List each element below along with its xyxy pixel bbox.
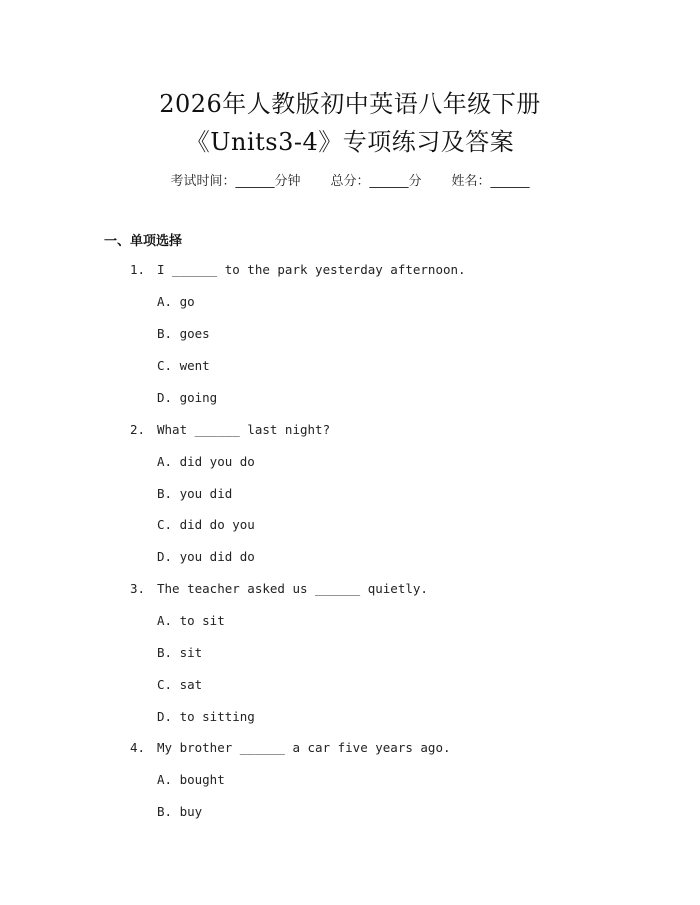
option-1-b: B. goes xyxy=(157,326,210,341)
question-number: 3. xyxy=(130,581,146,596)
question-3 xyxy=(130,581,428,596)
option-4-b: B. buy xyxy=(157,804,203,819)
option-4-a: A. bought xyxy=(157,772,225,787)
question-text: My brother ______ a car five years ago. xyxy=(157,740,451,755)
question-number: 4. xyxy=(130,740,146,755)
option-3-a: A. to sit xyxy=(157,613,225,628)
student-name-field: 姓名：______ xyxy=(451,174,530,189)
total-score-field: 总分：______分 xyxy=(330,174,422,189)
option-3-b: B. sit xyxy=(157,645,203,660)
option-3-d: D. to sitting xyxy=(157,709,255,724)
option-2-d: D. you did do xyxy=(157,549,255,564)
question-1 xyxy=(130,262,466,277)
question-text: What ______ last night? xyxy=(157,422,331,437)
document-title-line-2: 《Units3-4》专项练习及答案 xyxy=(185,128,515,156)
document-title-line-1: 2026年人教版初中英语八年级下册 xyxy=(159,90,541,118)
question-number: 2. xyxy=(130,422,146,437)
section-heading: 一、单项选择 xyxy=(104,234,183,249)
exam-time-field: 考试时间：______分钟 xyxy=(170,174,301,189)
question-text: I ______ to the park yesterday afternoon. xyxy=(157,262,466,277)
question-2 xyxy=(130,422,330,437)
option-2-b: B. you did xyxy=(157,486,233,501)
exam-info-row xyxy=(0,170,700,189)
question-number: 1. xyxy=(130,262,146,277)
option-2-a: A. did you do xyxy=(157,454,255,469)
option-1-d: D. going xyxy=(157,390,218,405)
option-1-a: A. go xyxy=(157,294,195,309)
option-1-c: C. went xyxy=(157,358,210,373)
question-4 xyxy=(130,740,451,755)
option-2-c: C. did do you xyxy=(157,517,255,532)
question-text: The teacher asked us ______ quietly. xyxy=(157,581,428,596)
option-3-c: C. sat xyxy=(157,677,203,692)
